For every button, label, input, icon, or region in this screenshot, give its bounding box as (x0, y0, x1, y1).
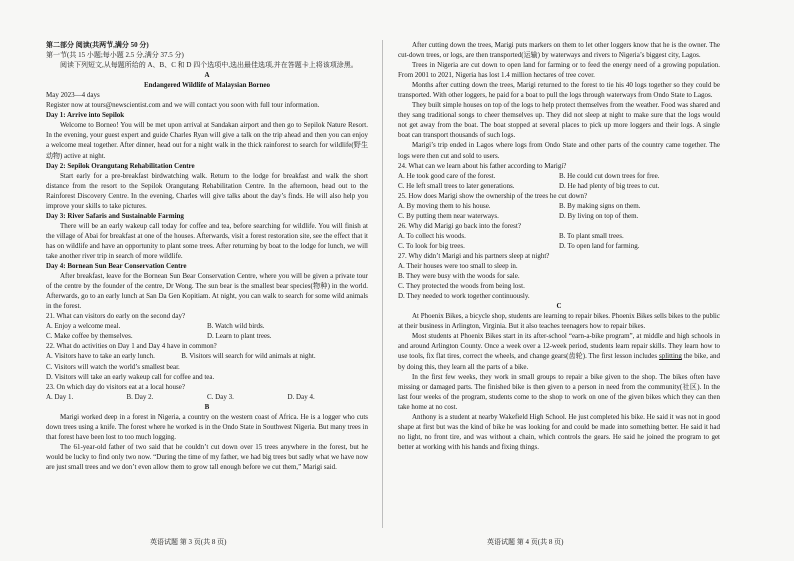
option-21-a: A. Enjoy a welcome meal. (46, 322, 121, 331)
footer-page-4: 英语试题 第 4 页(共 8 页) (487, 538, 564, 546)
options-21-row2 (46, 331, 368, 341)
option-24-a: A. He took good care of the forest. (398, 171, 496, 180)
day4-heading: Day 4: Bornean Sun Bear Conservation Centre (46, 262, 187, 271)
register-line: Register now at tours@newscientist.com and we will contact you soon with full tour information. (46, 101, 320, 110)
passage-c-p1: At Phoenix Bikes, a bicycle shop, students are learning to repair bikes. Phoenix Bikes sells bikes to the public at their business in Arlington, Virginia. But it also teaches teenagers how to repair bikes. (398, 312, 720, 331)
option-23-c: C. Day 3. (207, 392, 234, 401)
column-divider (382, 40, 383, 528)
passage-c-p2-pre: Most students at Phoenix Bikes start in its after-school “earn-a-bike program”, at middle and high schools in and around Arlington County. Once a week over a 12-week period, students learn repair skills. They learn how to use tools, fix flat tires, correct the wheels, and change gears(齿轮). The first lesson includes (398, 332, 720, 361)
option-26-b: B. To plant small trees. (559, 231, 624, 240)
option-25-b: B. By making signs on them. (559, 201, 641, 210)
passage-c-p3: In the first few weeks, they work in small groups to repair a bike given to the shop. The bikes often have missing or damaged parts. The finished bike is then given to a person in need from the community(社区). In the last four weeks of the program, students come to the shop to work on one of the given bikes which they can then take home at no cost. (398, 372, 720, 411)
passage-b-p2: The 61-year-old father of two said that he couldn’t cut down over 15 trees anywhere in the forest, but he would be lucky to find only two now. “During the time of my father, we had big trees but sadly what we have now are just small trees and we don’t even allow them to grow tall enough before we cut them,” Marigi said. (46, 442, 368, 471)
option-24-d: D. He had plenty of big trees to cut. (559, 181, 660, 190)
option-22-d: D. Visitors will take an early wakeup call for coffee and tea. (46, 372, 215, 381)
option-26-d: D. To open land for farming. (559, 241, 640, 250)
option-21-c: C. Make coffee by themselves. (46, 332, 133, 341)
option-27-c: C. They protected the woods from being lost. (398, 282, 525, 291)
options-21 (46, 321, 368, 331)
question-21: 21. What can visitors do early on the second day? (46, 312, 186, 321)
passage-b-p1: Marigi worked deep in a forest in Nigeria, a country on the western coast of Africa. He is a logger who cuts down trees using a knife. The forest where he worked is in the Ondo State in Southwest Nigeria. But many trees in that forest have been lost to too much logging. (46, 412, 368, 441)
options-25 (398, 201, 720, 211)
passage-b-p6: They built simple houses on top of the logs to help protect themselves from the weather. Food was shared and they sang traditional songs to cheer themselves up. They did not sleep at night to make sure that the logs would not get away from the boat. The boat stopped at several places to pick up more loggers and their logs. A single boat can transport thousands of such logs. (398, 101, 720, 140)
options-22 (46, 351, 368, 361)
option-27-d: D. They needed to work together continuously. (398, 292, 530, 301)
passage-b-p4: Trees in Nigeria are cut down to open land for farming or to feed the energy need of a growing population. From 2001 to 2021, Nigeria has lost 1.4 million hectares of tree cover. (398, 61, 720, 80)
option-23-a: A. Day 1. (46, 392, 74, 401)
passage-c-letter: C (556, 302, 562, 311)
day3-heading: Day 3: River Safaris and Sustainable Farming (46, 211, 184, 220)
passage-b-p7: Marigi’s trip ended in Lagos where logs from Ondo State and other parts of the country came together. The logs were then cut and sold to users. (398, 141, 720, 160)
passage-b-p5: Months after cutting down the trees, Marigi returned to the forest to tie his 40 logs together so they could be transported. With other loggers, he paid for a boat to pull the logs through waterways from Ondo State to Lagos. (398, 81, 720, 100)
day1-text: Welcome to Borneo! You will be met upon arrival at Sandakan airport and then go to Sepilok Nature Resort. In the evening, your guest expert and guide Charles Ryan will give a talk on the trip ahead and then you can enjoy a welcome meal together. After dinner, head out for a night walk in the thick rainforest to search for wildlife(野生动物) active at night. (46, 121, 368, 160)
options-24-row2 (398, 181, 720, 191)
option-25-d: D. By living on top of them. (559, 211, 639, 220)
option-21-d: D. Learn to plant trees. (207, 332, 272, 341)
options-23 (46, 392, 368, 402)
option-22-c: C. Visitors will watch the world’s smallest bear. (46, 362, 180, 371)
option-23-d: D. Day 4. (287, 392, 315, 401)
option-25-c: C. By putting them near waterways. (398, 211, 499, 220)
section-heading: 第一节(共 15 小题;每小题 2.5 分,满分 37.5 分) (46, 51, 184, 60)
option-23-b: B. Day 2. (126, 392, 154, 401)
part-heading: 第二部分 阅读(共两节,满分 50 分) (46, 41, 149, 49)
footer-page-3: 英语试题 第 3 页(共 8 页) (150, 538, 227, 546)
option-24-c: C. He left small trees to later generations. (398, 181, 515, 190)
options-26 (398, 231, 720, 241)
option-26-c: C. To look for big trees. (398, 241, 465, 250)
question-25: 25. How does Marigi show the ownership of the trees he cut down? (398, 191, 588, 200)
passage-b-letter: B (204, 402, 210, 411)
option-22-b: B. Visitors will search for wild animals at night. (181, 352, 316, 361)
day1-heading: Day 1: Arrive into Sepilok (46, 111, 125, 120)
day4-text: After breakfast, leave for the Bornean Sun Bear Conservation Centre, where you will be given a private tour of the centre by the founder of the centre, Dr Wong. The sun bear is the smallest bear species(物种) in the world. Afterwards, go to an early lunch at San Da Gen Kopitiam. At night, you can walk to search for some wild animals in the forest. (46, 272, 368, 311)
passage-c-p2-post: the bike, and by doing this, they learn all the parts of a bike. (398, 352, 720, 371)
day2-heading: Day 2: Sepilok Orangutang Rehabilitation Centre (46, 161, 195, 170)
passage-a-letter: A (204, 71, 210, 80)
options-24 (398, 171, 720, 181)
option-22-a: A. Visitors have to take an early lunch. (46, 352, 155, 361)
question-23: 23. On which day do visitors eat at a local house? (46, 382, 185, 391)
option-26-a: A. To collect his woods. (398, 231, 466, 240)
option-27-b: B. They were busy with the woods for sale. (398, 272, 520, 281)
date-line: May 2023—4 days (46, 91, 100, 100)
underlined-word-splitting: splitting (658, 352, 682, 361)
option-21-b: B. Watch wild birds. (207, 322, 265, 331)
question-22: 22. What do activities on Day 1 and Day 4 have in common? (46, 342, 217, 351)
instructions: 阅读下列短文,从每题所给的 A、B、C 和 D 四个选项中,选出最佳选项,并在答题卡上将该项涂黑。 (60, 61, 358, 70)
right-column (398, 40, 720, 452)
day2-text: Start early for a pre-breakfast birdwatching walk. Return to the lodge for breakfast and walk the short distance from the resort to the Sepilok Orangutang Rehabilitation Centre. In the afternoon, head out to the Rainforest Discovery Centre. In the evening, Charles will give talks about the day’s finds. He will also help you improve your skills to take pictures. (46, 171, 368, 210)
question-24: 24. What can we learn about his father according to Marigi? (398, 161, 567, 170)
options-25-row2 (398, 211, 720, 221)
left-column (46, 40, 368, 472)
passage-c-p2 (398, 331, 720, 371)
question-26: 26. Why did Marigi go back into the forest? (398, 221, 521, 230)
options-26-row2 (398, 241, 720, 251)
passage-a-title: Endangered Wildlife of Malaysian Borneo (143, 81, 270, 90)
day3-text: There will be an early wakeup call today for coffee and tea, before searching for wildlife. You will finish at the village of Abai for breakfast at one of the houses. Afterwards, visit a forest restoration site, see the effect that it has on wildlife and have an opportunity to plant some trees. After returning by boat to the lodge for lunch, we will take another river trip in search of more wildlife. (46, 221, 368, 260)
passage-b-p3: After cutting down the trees, Marigi puts markers on them to let other loggers know that he is the owner. The cut-down trees, or logs, are then transported(运输) by waterways and rivers to Nigeria’s biggest city, Lagos. (398, 41, 720, 60)
question-27: 27. Why didn’t Marigi and his partners sleep at night? (398, 251, 550, 260)
option-24-b: B. He could cut down trees for free. (559, 171, 660, 180)
option-27-a: A. Their houses were too small to sleep in. (398, 262, 518, 271)
passage-c-p4: Anthony is a student at nearby Wakefield High School. He just completed his bike. He said it was not in good shape at first but was the kind of bike he was looking for and could be made into something better. He said it had no light, no front tire, and was without a chain, which controls the gears. He said he joined the program to get better at working with his hands and fixing things. (398, 412, 720, 451)
option-25-a: A. By moving them to his house. (398, 201, 491, 210)
